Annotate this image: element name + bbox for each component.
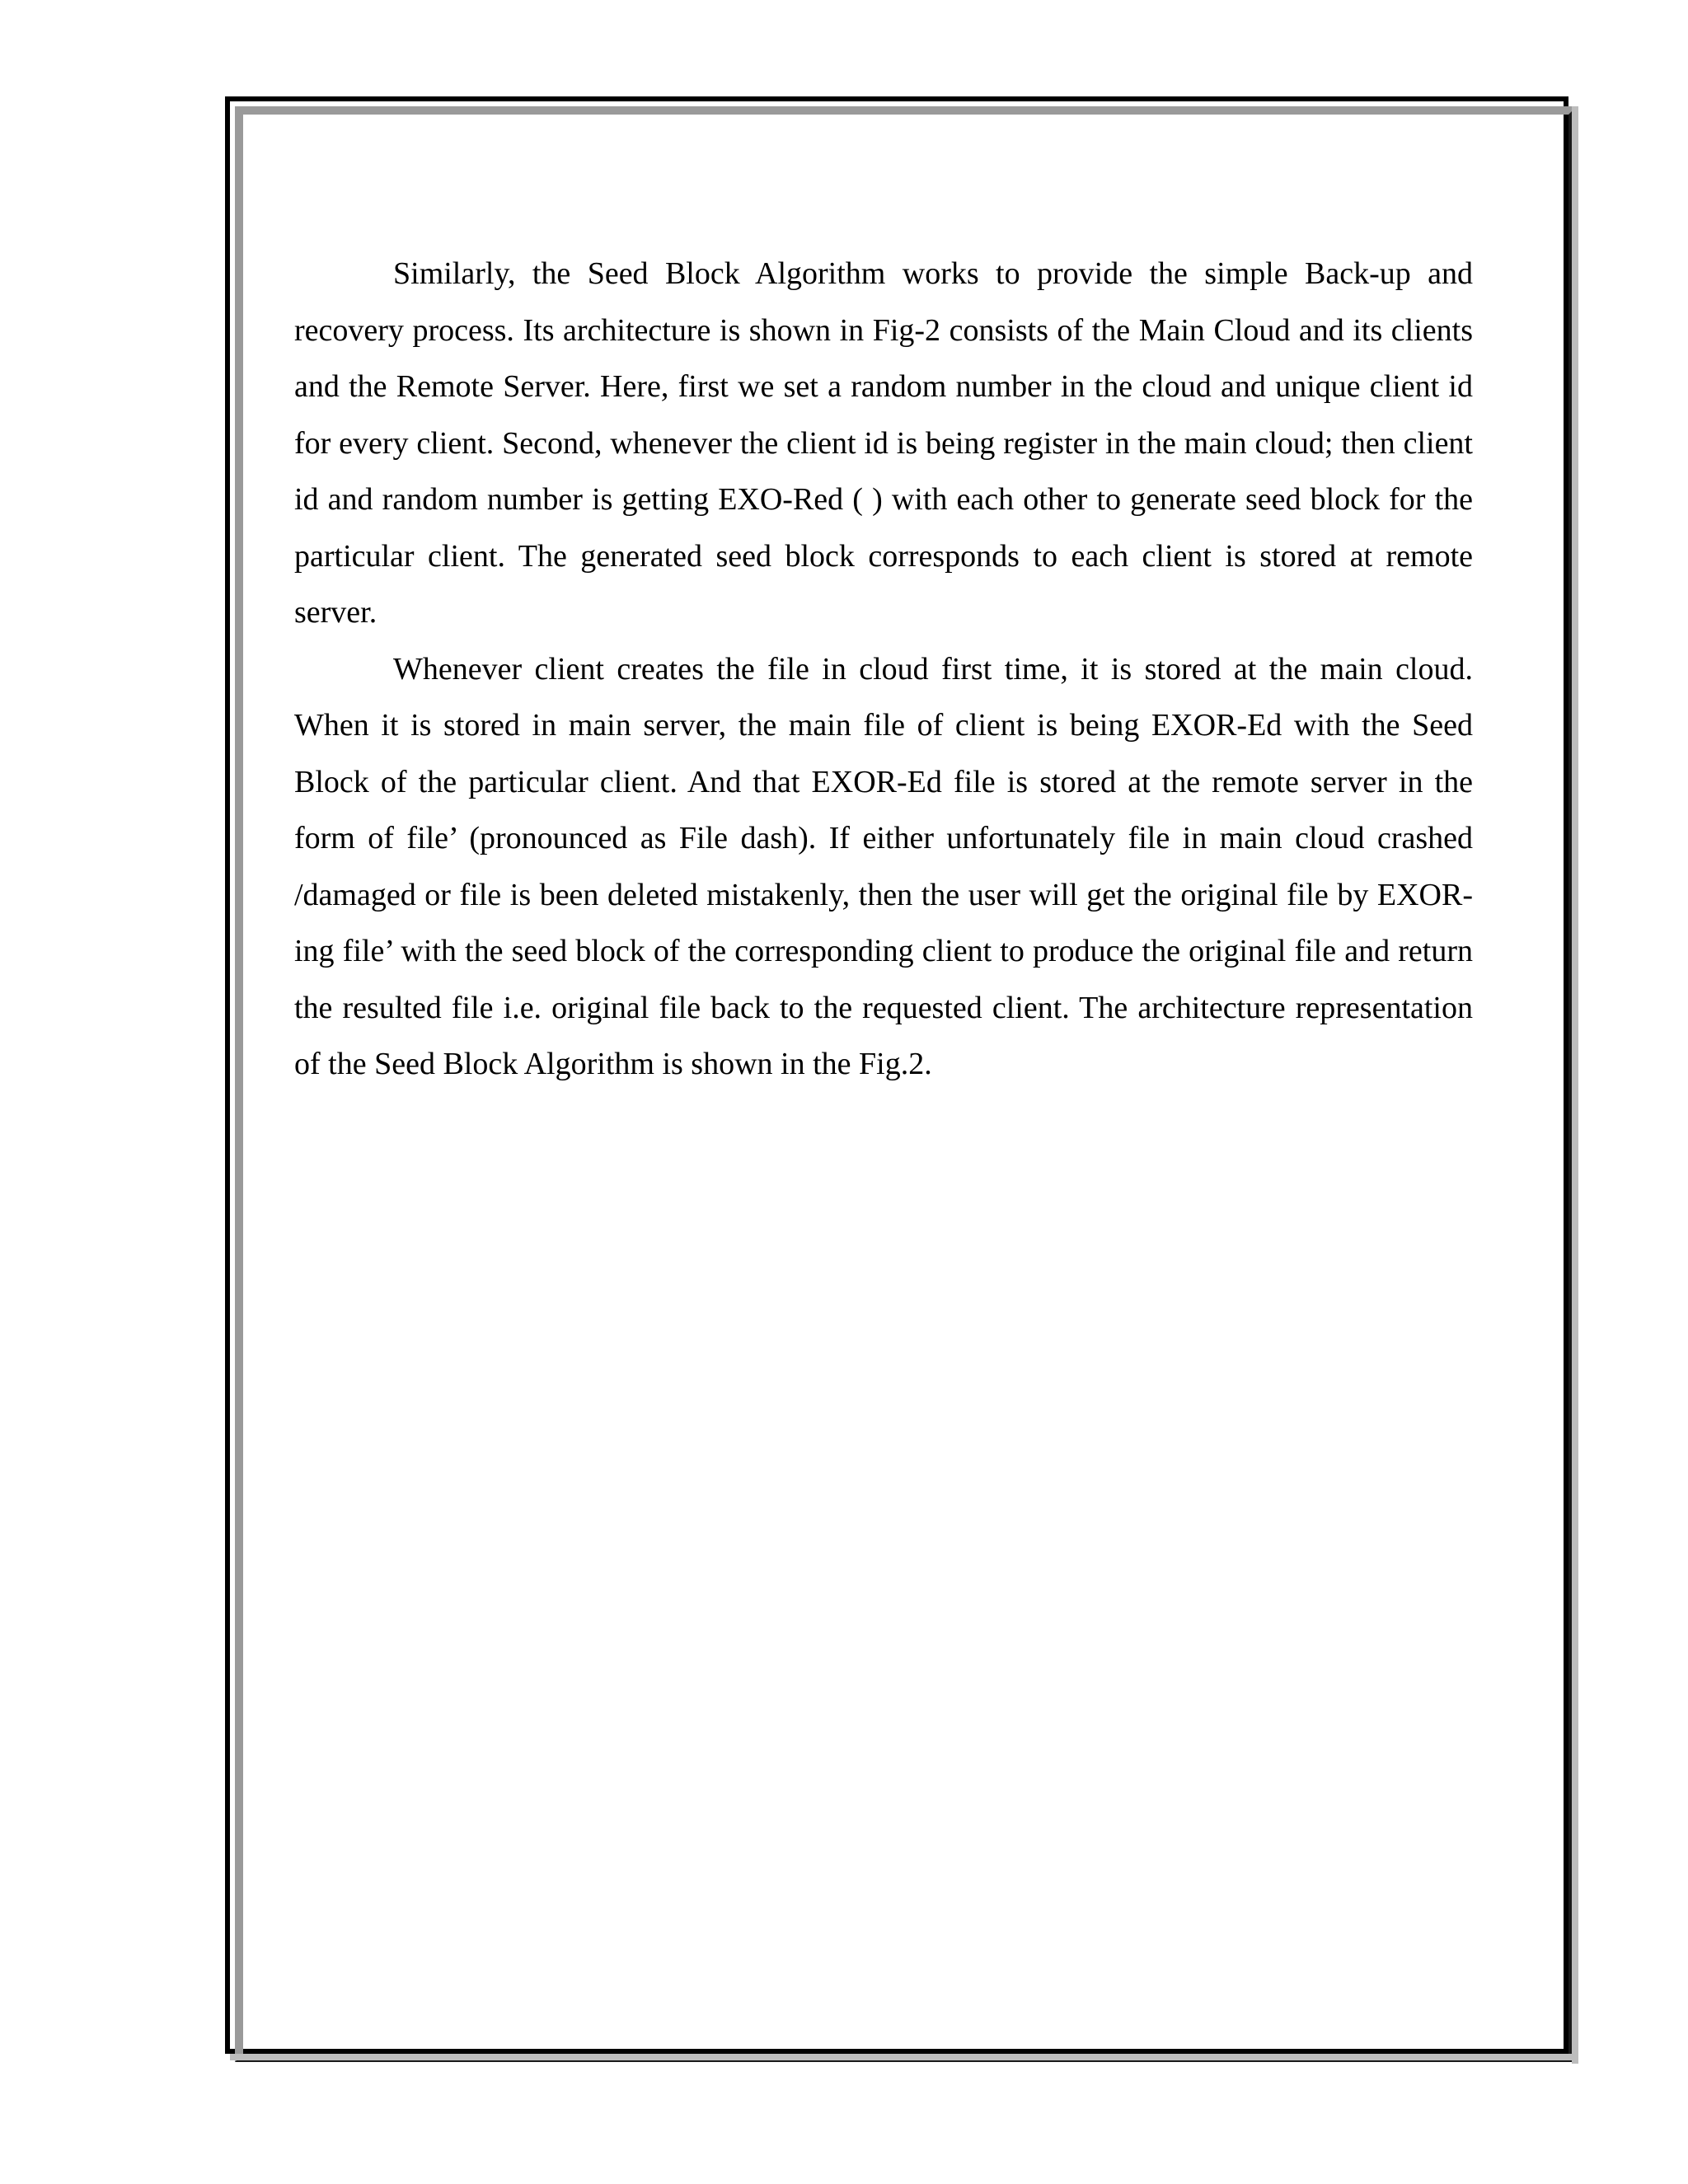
- paragraph-file-recovery: Whenever client creates the file in cloud first time, it is stored at the main cloud. When it is stored in main server, the main file of client is being EXOR-Ed with the Seed Block of the particular client. And that EXOR-Ed file is stored at the remote server in the form of file’ (pronounced as File dash). If either unfortunately file in main cloud crashed /damaged or file is been deleted mistakenly, then the user will get the original file by EXOR-ing file’ with the seed block of the corresponding client to produce the original file and return the resulted file i.e. original file back to the requested client. The architecture representation of the Seed Block Algorithm is shown in the Fig.2.: [294, 651, 1473, 1081]
- document-body: [294, 246, 1473, 1093]
- paragraph-seed-block-intro: Similarly, the Seed Block Algorithm works to provide the simple Back-up and recovery process. Its architecture is shown in Fig-2 consists of the Main Cloud and its clients and the Remote Server. Here, first we set a random number in the cloud and unique client id for every client. Second, whenever the client id is being register in the main cloud; then client id and random number is getting EXO-Red ( ) with each other to generate seed block for the particular client. The generated seed block corresponds to each client is stored at remote server.: [294, 256, 1473, 630]
- page-border-shadow: [230, 2054, 1577, 2060]
